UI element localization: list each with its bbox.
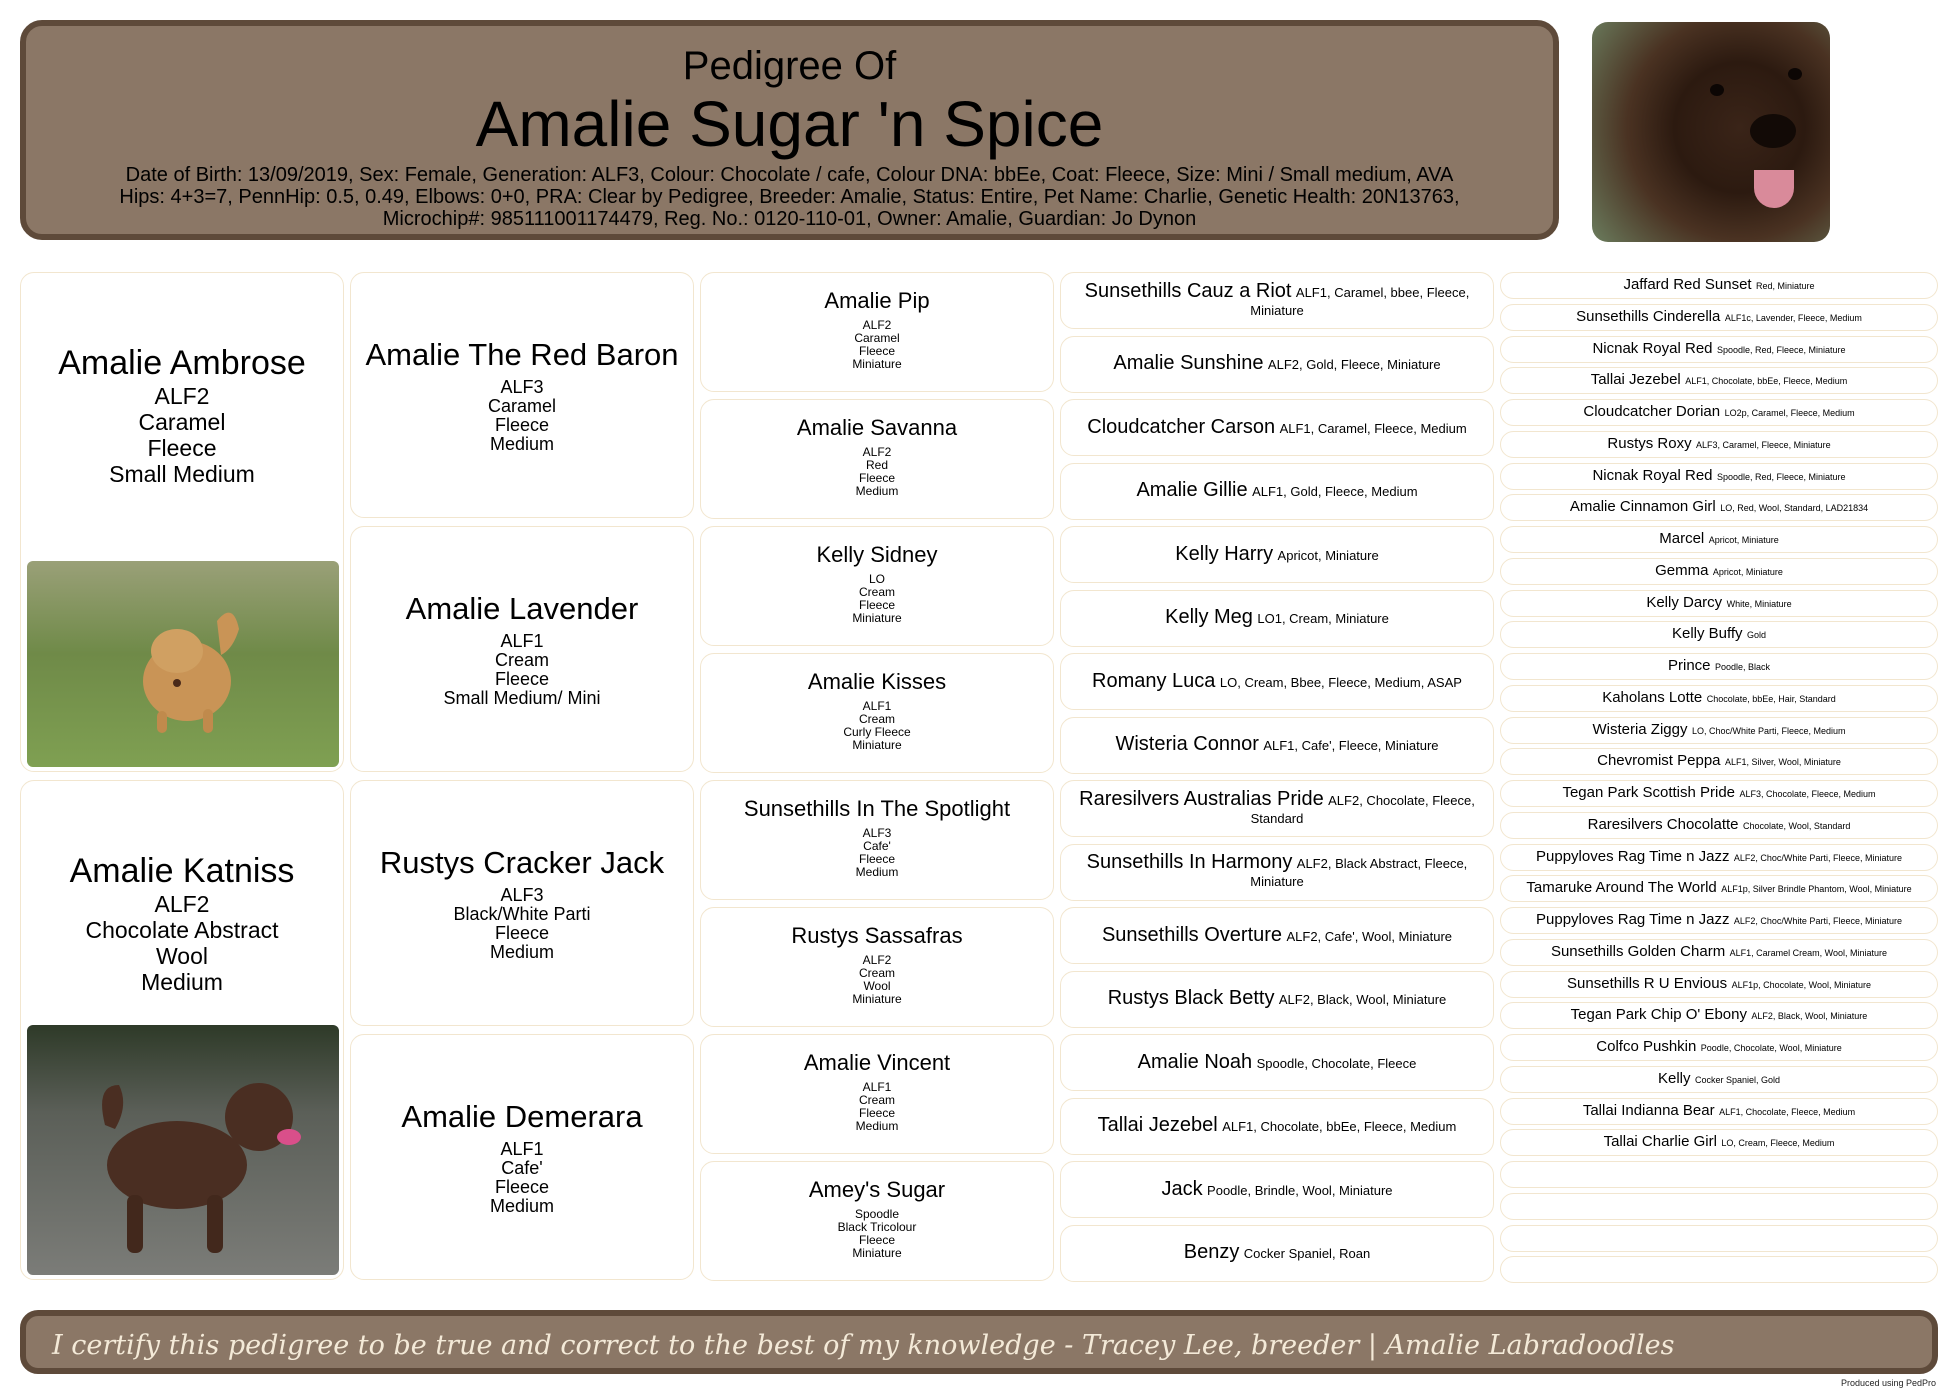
- dog-attr: LO2p, Caramel, Fleece, Medium: [1724, 408, 1855, 418]
- pedigree-card: [350, 272, 694, 518]
- dog-name: Kelly Buffy: [1671, 625, 1743, 643]
- dog-name: Puppyloves Rag Time n Jazz: [1536, 911, 1730, 928]
- pedigree-card: [1500, 685, 1938, 712]
- dog-name: Rustys Roxy: [1607, 434, 1692, 452]
- dog-attr: Poodle, Brindle, Wool, Miniature: [1207, 1182, 1393, 1198]
- dog-attr: Miniature: [852, 1246, 902, 1260]
- pedigree-header: [20, 20, 1559, 240]
- dog-attr: ALF3: [862, 826, 892, 840]
- dog-attr: Spoodle, Red, Fleece, Miniature: [1716, 471, 1846, 482]
- dog-attr: LO1, Cream, Miniature: [1257, 611, 1389, 626]
- dog-name: Sunsethills In The Spotlight: [743, 796, 1011, 821]
- pedigree-card: [1500, 558, 1938, 585]
- dog-attr: ALF2: [154, 891, 210, 917]
- dog-name: Amalie Lavender: [405, 591, 639, 626]
- dog-attr: ALF1p, Silver Brindle Phantom, Wool, Miniature: [1721, 884, 1912, 895]
- dog-name: Sunsethills R U Envious: [1567, 974, 1728, 992]
- pedigree-card: [1500, 590, 1938, 617]
- pedigree-card: [1060, 780, 1494, 837]
- pedigree-card: [1500, 1002, 1938, 1029]
- dog-attr: ALF1, Gold, Fleece, Medium: [1252, 484, 1418, 499]
- dog-attr: Medium: [489, 942, 555, 962]
- dog-attr: Cocker Spaniel, Gold: [1694, 1074, 1780, 1085]
- dog-attr: Gold: [1747, 630, 1767, 641]
- dog-name: Romany Luca: [1092, 669, 1216, 692]
- dog-name: Puppyloves Rag Time n Jazz: [1536, 847, 1730, 865]
- pedigree-card: [1500, 621, 1938, 648]
- pedigree-card: [1500, 812, 1938, 839]
- pedigree-card: [1060, 1034, 1494, 1091]
- dog-name: Amey's Sugar: [808, 1177, 946, 1202]
- dog-name: Cloudcatcher Dorian: [1583, 403, 1721, 420]
- dog-attr: Cream: [858, 966, 895, 980]
- dog-name: Prince: [1667, 657, 1711, 674]
- pedigree-card: [1500, 1098, 1938, 1125]
- pedigree-card: [350, 780, 694, 1026]
- pedigree-card: [1500, 494, 1938, 521]
- dog-name: Wisteria Connor: [1115, 733, 1259, 755]
- pedigree-card: [700, 272, 1054, 392]
- dog-name: Amalie Cinnamon Girl: [1569, 498, 1716, 516]
- dog-attr: ALF1: [500, 631, 544, 651]
- dog-attr: ALF2: [862, 953, 892, 967]
- dog-attr: Chocolate, bbEe, Hair, Standard: [1706, 693, 1836, 704]
- dog-name: Amalie Gillie: [1136, 479, 1248, 501]
- dog-photo: [1592, 22, 1830, 242]
- certification-banner: [20, 1310, 1938, 1374]
- dog-attr: ALF1c, Lavender, Fleece, Medium: [1724, 312, 1862, 323]
- dog-name: Tallai Jezebel: [1097, 1114, 1218, 1136]
- details-line: Hips: 4+3=7, PennHip: 0.5, 0.49, Elbows: 0+0, PRA: Clear by Pedigree, Breeder: Amalie, Status: Entire, Pet Name: Charlie, Genetic Health: 20N13763,: [119, 186, 1460, 208]
- sire-photo: [27, 561, 339, 767]
- pedigree-card: [1500, 748, 1938, 775]
- dog-attr: Apricot, Miniature: [1712, 566, 1783, 577]
- pedigree-card: [700, 399, 1054, 519]
- pedigree-card: [1500, 304, 1938, 331]
- pedigree-card: [1500, 1225, 1938, 1252]
- dog-attr: Black Tricolour: [837, 1220, 917, 1234]
- dog-attr: Medium: [489, 434, 555, 454]
- dog-attr: ALF1: [500, 1139, 544, 1159]
- pedigree-card: [1060, 1161, 1494, 1218]
- dog-attr: Red: [865, 458, 888, 472]
- dog-name: Tallai Charlie Girl: [1603, 1133, 1717, 1151]
- dog-name: Kaholans Lotte: [1602, 688, 1703, 706]
- dog-attr: Caramel: [854, 331, 900, 345]
- pedigree-card: [1500, 1256, 1938, 1283]
- dog-attr: Spoodle, Red, Fleece, Miniature: [1716, 344, 1846, 355]
- dog-name-title: Amalie Sugar 'n Spice: [475, 88, 1104, 160]
- pedigree-card: [1060, 717, 1494, 774]
- pedigree-card: [1060, 1225, 1494, 1282]
- pedigree-card: [1060, 907, 1494, 964]
- pedigree-card: [1060, 336, 1494, 393]
- dog-name: Cloudcatcher Carson: [1087, 415, 1276, 438]
- dog-attr: Fleece: [858, 471, 896, 485]
- dog-attr: Miniature: [852, 611, 902, 625]
- dog-details: [66, 164, 1513, 230]
- pedigree-card: [1060, 272, 1494, 329]
- dog-attr: Cream: [494, 650, 549, 670]
- pedigree-card: [1500, 717, 1938, 744]
- sire-card: [20, 272, 344, 772]
- dog-attr: Fleece: [147, 435, 217, 461]
- dog-attr: Spoodle, Chocolate, Fleece: [1256, 1055, 1417, 1071]
- dog-name: Kelly Sidney: [816, 542, 938, 567]
- pedigree-card: [700, 1161, 1054, 1281]
- dog-name: Amalie Noah: [1137, 1050, 1253, 1073]
- dog-attr: ALF1: [862, 1080, 892, 1094]
- dog-attr: Cocker Spaniel, Roan: [1243, 1246, 1371, 1261]
- dog-name: Amalie Ambrose: [58, 344, 306, 382]
- dog-attr: ALF2: [862, 318, 892, 332]
- certification-text: I certify this pedigree to be true and correct to the best of my knowledge - Tracey Lee, breeder | Amalie Labradoodles: [52, 1330, 1675, 1361]
- dog-attr: ALF1, Chocolate, bbEe, Fleece, Medium: [1222, 1119, 1457, 1134]
- dog-attr: ALF2: [154, 383, 210, 409]
- pedigree-card: [1060, 653, 1494, 710]
- pedigree-card: [1500, 780, 1938, 807]
- dog-name: Sunsethills Cinderella: [1576, 307, 1721, 325]
- dog-attr: ALF2, Black, Wool, Miniature: [1278, 992, 1447, 1007]
- pedigree-card: [1500, 1066, 1938, 1093]
- pedigree-card: [1500, 367, 1938, 394]
- pedigree-card: [1500, 875, 1938, 902]
- dog-attr: Medium: [855, 1119, 899, 1133]
- dog-attr: Medium: [141, 969, 223, 995]
- dog-attr: Fleece: [858, 344, 896, 358]
- dog-attr: ALF1p, Chocolate, Wool, Miniature: [1731, 979, 1871, 990]
- dog-attr: Apricot, Miniature: [1277, 547, 1379, 563]
- pedigree-card: [350, 526, 694, 772]
- dog-attr: Fleece: [858, 1106, 896, 1120]
- dog-attr: Spoodle: [854, 1207, 900, 1221]
- dog-name: Amalie Kisses: [807, 669, 947, 694]
- dog-attr: ALF2, Cafe', Wool, Miniature: [1286, 928, 1453, 944]
- dog-name: Amalie Sunshine: [1113, 352, 1264, 374]
- dog-name: Tallai Jezebel: [1590, 371, 1681, 389]
- pedigree-card: [1500, 939, 1938, 966]
- dog-name: Kelly Meg: [1165, 606, 1253, 628]
- details-line: Date of Birth: 13/09/2019, Sex: Female, Generation: ALF3, Colour: Chocolate / cafe, Colour DNA: bbEe, Coat: Fleece, Size: Mini / Small medium, AVA: [125, 164, 1454, 186]
- dog-attr: ALF2, Choc/White Parti, Fleece, Miniature: [1733, 852, 1902, 863]
- dog-attr: Medium: [855, 484, 899, 498]
- dog-attr: ALF2, Chocolate, Fleece, Standard: [1250, 792, 1475, 826]
- dog-attr: Miniature: [852, 357, 902, 371]
- pedigree-card: [1500, 971, 1938, 998]
- dog-attr: LO: [868, 572, 885, 586]
- pedigree-card: [1060, 463, 1494, 520]
- dog-attr: Fleece: [858, 852, 896, 866]
- dog-attr: Chocolate, Wool, Standard: [1742, 820, 1851, 831]
- dog-name: Nicnak Royal Red: [1592, 466, 1713, 484]
- dog-attr: Poodle, Chocolate, Wool, Miniature: [1700, 1043, 1842, 1053]
- details-line: Microchip#: 985111001174479, Reg. No.: 0120-110-01, Owner: Amalie, Guardian: Jo Dynon: [382, 208, 1197, 230]
- dog-name: Colfco Pushkin: [1596, 1038, 1697, 1055]
- dog-attr: Chocolate Abstract: [85, 917, 279, 943]
- dog-attr: Cream: [858, 585, 895, 599]
- dog-name: Tegan Park Scottish Pride: [1562, 784, 1736, 801]
- dam-card: [20, 780, 344, 1280]
- dog-name: Jaffard Red Sunset: [1623, 276, 1752, 293]
- dog-name: Amalie Vincent: [803, 1050, 951, 1075]
- produced-by: Produced using PedPro: [1840, 1378, 1936, 1388]
- dog-attr: Fleece: [858, 598, 896, 612]
- dog-attr: Caramel: [138, 409, 226, 435]
- dog-name: Amalie Demerara: [401, 1099, 643, 1134]
- pedigree-card: [1500, 1129, 1938, 1156]
- dog-name: Sunsethills Golden Charm: [1550, 942, 1726, 960]
- pedigree-card: [1060, 844, 1494, 901]
- dog-name: Benzy: [1183, 1241, 1240, 1263]
- dog-attr: Small Medium/ Mini: [443, 688, 601, 708]
- pedigree-card: [1500, 399, 1938, 426]
- dog-attr: ALF1: [862, 699, 892, 713]
- dog-attr: White, Miniature: [1726, 598, 1792, 609]
- pedigree-card: [700, 907, 1054, 1027]
- dog-attr: Cafe': [501, 1158, 543, 1178]
- dog-attr: ALF1, Silver, Wool, Miniature: [1724, 757, 1841, 768]
- pedigree-card: [1500, 431, 1938, 458]
- dog-name: Kelly Harry: [1175, 542, 1274, 565]
- pedigree-card: [700, 780, 1054, 900]
- dog-attr: LO, Cream, Fleece, Medium: [1721, 1138, 1835, 1149]
- pedigree-card: [1060, 1098, 1494, 1155]
- dog-attr: Fleece: [494, 415, 550, 435]
- dog-name: Kelly: [1657, 1069, 1691, 1087]
- dam-photo: [27, 1025, 339, 1275]
- dog-attr: Black/White Parti: [453, 904, 591, 924]
- dog-attr: ALF3: [500, 377, 544, 397]
- dog-attr: Curly Fleece: [843, 725, 911, 739]
- pedigree-card: [1500, 907, 1938, 934]
- dog-attr: ALF1, Caramel, bbee, Fleece, Miniature: [1250, 284, 1470, 318]
- dog-attr: Red, Miniature: [1756, 281, 1815, 291]
- dog-attr: ALF1, Cafe', Fleece, Miniature: [1263, 738, 1439, 753]
- dog-name: Nicnak Royal Red: [1592, 339, 1713, 357]
- dog-attr: Small Medium: [109, 461, 255, 487]
- dog-attr: ALF1, Chocolate, bbEe, Fleece, Medium: [1685, 376, 1848, 387]
- dog-attr: Medium: [855, 865, 899, 879]
- dog-name: Amalie The Red Baron: [365, 337, 679, 372]
- dog-name: Raresilvers Australias Pride: [1079, 787, 1324, 810]
- dog-name: Tegan Park Chip O' Ebony: [1570, 1006, 1747, 1024]
- pedigree-card: [1500, 1034, 1938, 1061]
- dog-attr: Miniature: [852, 992, 902, 1006]
- pedigree-card: [1500, 463, 1938, 490]
- dog-name: Tamaruke Around The World: [1526, 879, 1717, 897]
- dog-attr: Miniature: [852, 738, 902, 752]
- dog-attr: ALF2, Choc/White Parti, Fleece, Miniature: [1733, 916, 1902, 926]
- dog-attr: ALF1, Caramel, Fleece, Medium: [1279, 420, 1467, 436]
- dog-attr: Medium: [489, 1196, 555, 1216]
- dog-attr: ALF2: [862, 445, 892, 459]
- dog-attr: ALF3: [500, 885, 544, 905]
- dog-attr: LO, Choc/White Parti, Fleece, Medium: [1691, 725, 1846, 736]
- pedigree-card: [1500, 1193, 1938, 1220]
- dog-name: Chevromist Peppa: [1597, 752, 1721, 770]
- dog-attr: Wool: [863, 979, 891, 993]
- dog-name: Rustys Black Betty: [1107, 987, 1275, 1009]
- dog-attr: Caramel: [487, 396, 557, 416]
- dog-name: Amalie Pip: [824, 288, 930, 313]
- pedigree-card: [700, 653, 1054, 773]
- dog-name: Rustys Sassafras: [791, 923, 963, 948]
- dog-attr: Cream: [858, 712, 895, 726]
- dog-attr: ALF1, Chocolate, Fleece, Medium: [1719, 1106, 1856, 1117]
- header-subtitle: Pedigree Of: [682, 44, 897, 88]
- dog-attr: ALF1, Caramel Cream, Wool, Miniature: [1729, 947, 1888, 958]
- dog-name: Sunsethills Overture: [1101, 923, 1283, 946]
- pedigree-card: [1500, 336, 1938, 363]
- dog-name: Sunsethills Cauz a Riot: [1084, 279, 1292, 302]
- dog-name: Sunsethills In Harmony: [1086, 851, 1293, 873]
- pedigree-card: [700, 526, 1054, 646]
- dog-attr: ALF3, Caramel, Fleece, Miniature: [1696, 439, 1831, 450]
- pedigree-card: [1500, 272, 1938, 299]
- dog-name: Kelly Darcy: [1646, 593, 1723, 611]
- pedigree-card: [1060, 971, 1494, 1028]
- pedigree-card: [1500, 1161, 1938, 1188]
- dog-attr: Fleece: [494, 923, 550, 943]
- dog-attr: Poodle, Black: [1714, 662, 1771, 672]
- dog-name: Rustys Cracker Jack: [379, 845, 665, 880]
- dog-attr: Fleece: [494, 669, 550, 689]
- pedigree-card: [1060, 526, 1494, 583]
- pedigree-card: [1060, 399, 1494, 456]
- dog-name: Raresilvers Chocolatte: [1587, 815, 1739, 833]
- dog-name: Gemma: [1655, 561, 1709, 579]
- pedigree-card: [1500, 653, 1938, 680]
- dog-name: Tallai Indianna Bear: [1582, 1101, 1715, 1119]
- dog-attr: Wool: [156, 943, 208, 969]
- dog-attr: Cream: [858, 1093, 895, 1107]
- dog-attr: Apricot, Miniature: [1708, 535, 1779, 545]
- pedigree-card: [1060, 590, 1494, 647]
- dog-name: Jack: [1161, 1177, 1203, 1200]
- dog-attr: Fleece: [494, 1177, 550, 1197]
- dog-attr: LO, Red, Wool, Standard, LAD21834: [1720, 503, 1869, 514]
- dog-attr: ALF2, Black Abstract, Fleece, Miniature: [1250, 856, 1468, 889]
- dog-name: Wisteria Ziggy: [1592, 720, 1688, 738]
- dog-attr: LO, Cream, Bbee, Fleece, Medium, ASAP: [1219, 674, 1462, 690]
- dog-attr: Fleece: [858, 1233, 896, 1247]
- dog-name: Marcel: [1659, 530, 1705, 547]
- dog-attr: ALF3, Chocolate, Fleece, Medium: [1739, 789, 1876, 799]
- dog-attr: Cafe': [863, 839, 891, 853]
- dog-attr: ALF2, Gold, Fleece, Miniature: [1267, 357, 1441, 372]
- pedigree-card: [350, 1034, 694, 1280]
- dog-name: Amalie Katniss: [69, 852, 295, 890]
- pedigree-card: [1500, 844, 1938, 871]
- pedigree-card: [700, 1034, 1054, 1154]
- dog-name: Amalie Savanna: [796, 415, 958, 440]
- pedigree-card: [1500, 526, 1938, 553]
- dog-attr: ALF2, Black, Wool, Miniature: [1751, 1011, 1868, 1022]
